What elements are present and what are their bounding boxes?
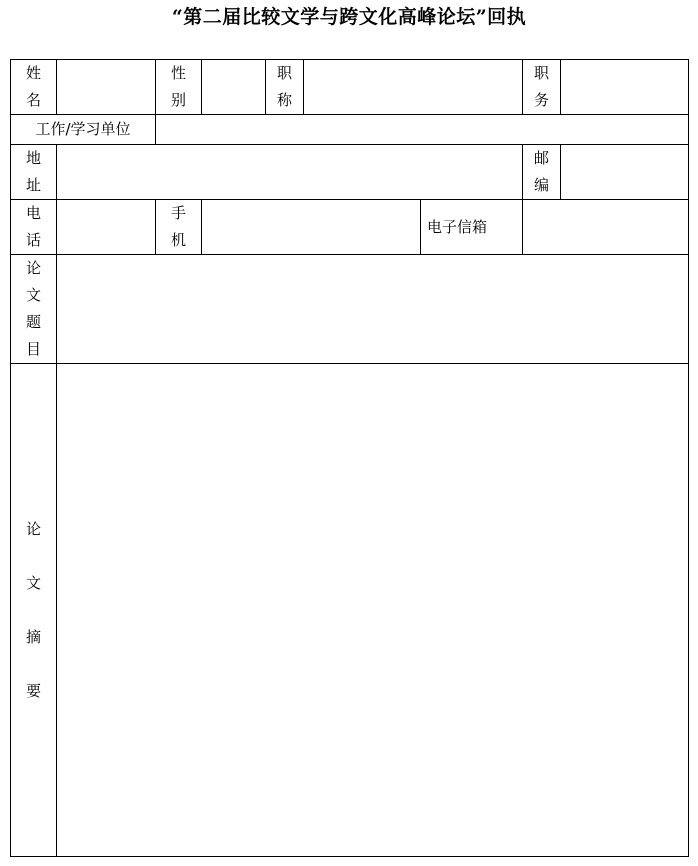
postcode-field[interactable] (561, 145, 689, 200)
position-field[interactable] (561, 60, 689, 115)
gender-label: 性 别 (156, 60, 202, 115)
email-field[interactable] (523, 200, 689, 255)
abstract-label: 论 文 摘 要 (11, 364, 57, 857)
affiliation-field[interactable] (156, 115, 689, 145)
paper-title-label: 论 文 题 目 (11, 255, 57, 364)
phone-field[interactable] (57, 200, 156, 255)
mobile-field[interactable] (202, 200, 421, 255)
email-label: 电子信箱 (421, 200, 523, 255)
phone-label: 电 话 (11, 200, 57, 255)
abstract-field[interactable] (57, 364, 689, 857)
position-label: 职 务 (523, 60, 561, 115)
paper-title-field[interactable] (57, 255, 689, 364)
postcode-label: 邮 编 (523, 145, 561, 200)
rank-field[interactable] (304, 60, 523, 115)
registration-form-table (10, 59, 689, 857)
mobile-label: 手 机 (156, 200, 202, 255)
form-title: “第二届比较文学与跨文化高峰论坛”回执 (171, 6, 527, 28)
name-label: 姓 名 (11, 60, 57, 115)
affiliation-label: 工作/学习单位 (11, 115, 156, 145)
address-label: 地 址 (11, 145, 57, 200)
rank-label: 职 称 (266, 60, 304, 115)
address-field[interactable] (57, 145, 523, 200)
gender-field[interactable] (202, 60, 266, 115)
name-field[interactable] (57, 60, 156, 115)
